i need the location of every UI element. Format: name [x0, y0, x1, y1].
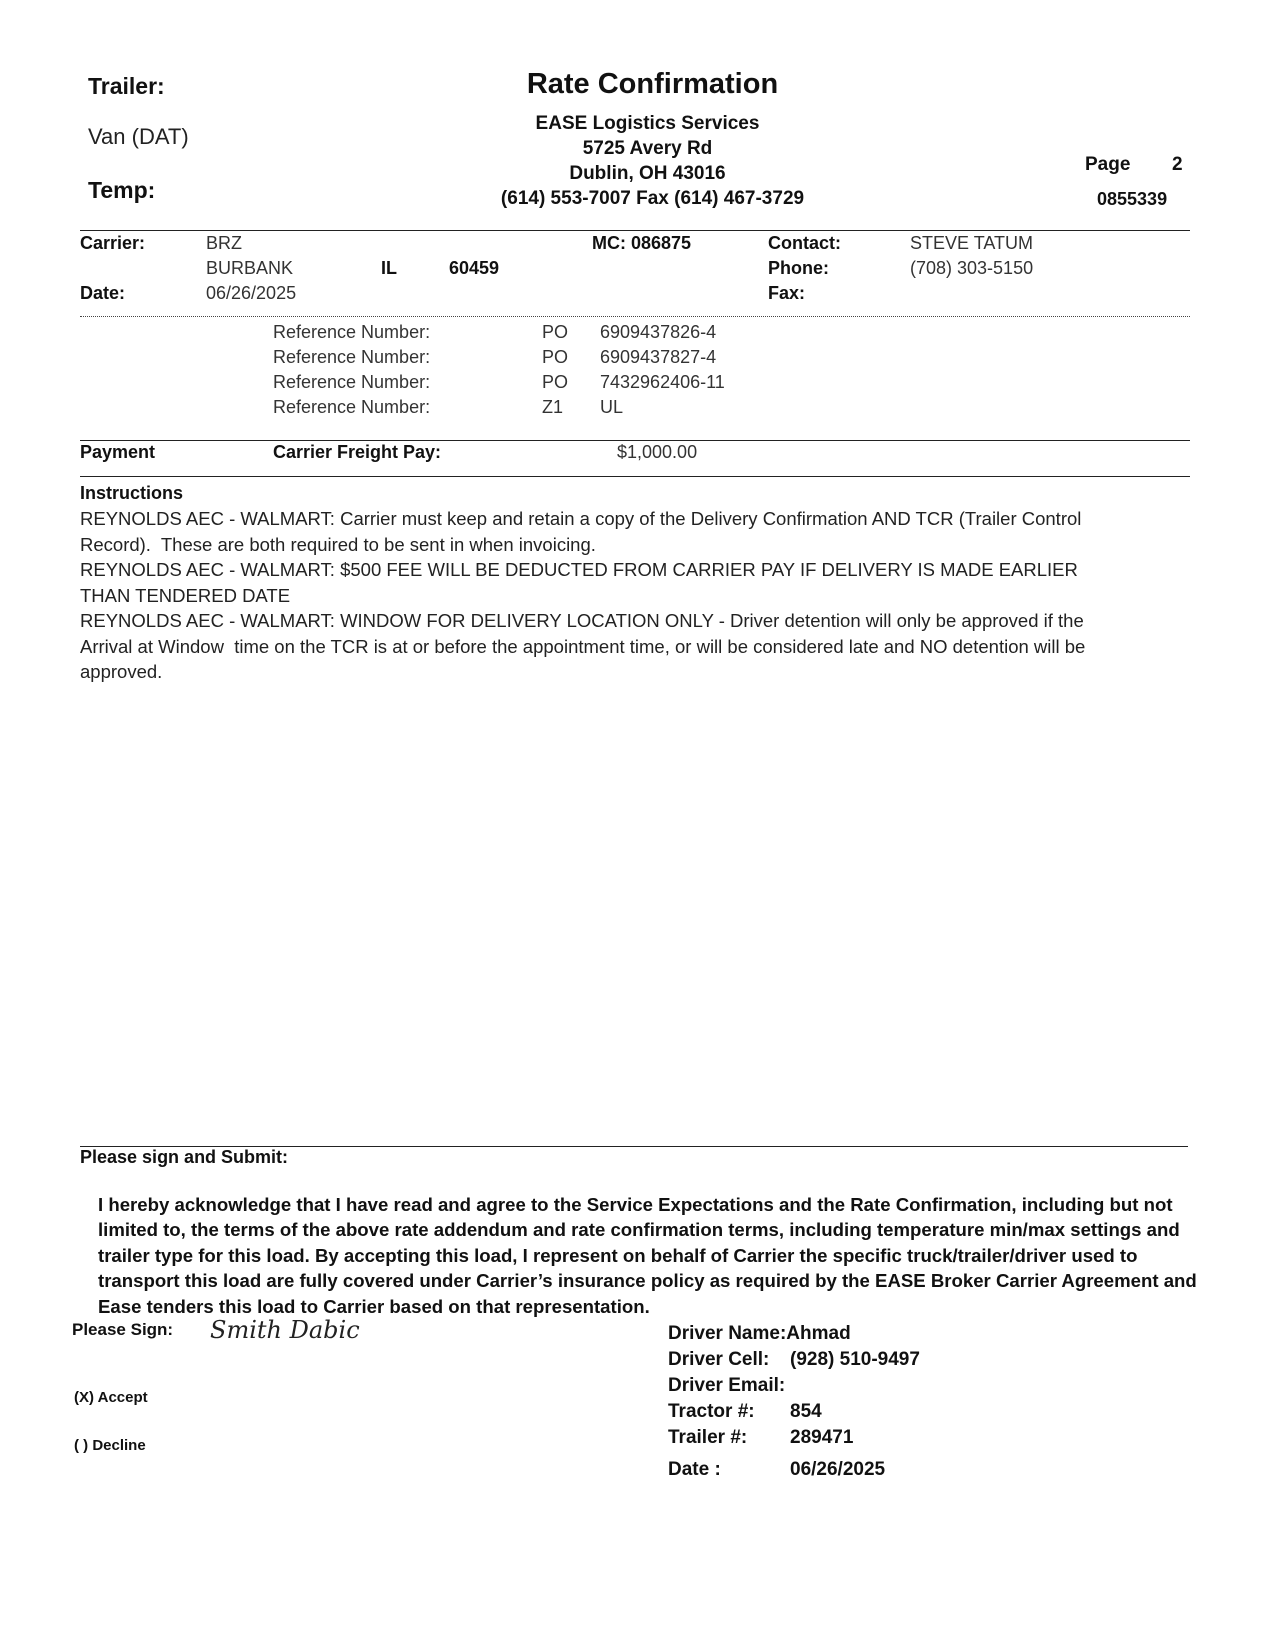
trailer-label: Trailer: [88, 73, 165, 99]
freight-pay-label: Carrier Freight Pay: [273, 442, 442, 462]
carrier-zip: 60459 [449, 258, 500, 278]
header-divider [80, 230, 1190, 231]
reference-type: PO [542, 372, 569, 392]
freight-pay-amount: $1,000.00 [617, 442, 698, 462]
company-phone-fax: (614) 553-7007 Fax (614) 467-3729 [500, 188, 805, 209]
instruction-line: REYNOLDS AEC - WALMART: Carrier must keep and retain a copy of the Delivery Confirmation AND TCR (Trailer Control Record). These are both required to be sent in when invoicing. [80, 508, 1087, 555]
reference-type: PO [542, 347, 569, 367]
tractor-number: 854 [790, 1401, 822, 1422]
company-address: 5725 Avery Rd [582, 138, 713, 159]
sign-date-label: Date : [668, 1459, 721, 1480]
accept-option[interactable]: (X) Accept [74, 1389, 148, 1406]
trailer-value: Van (DAT) [88, 124, 189, 149]
reference-value: 7432962406-11 [600, 372, 725, 392]
driver-cell: (928) 510-9497 [790, 1349, 920, 1370]
date-label: Date: [80, 283, 126, 303]
carrier-name: BRZ [206, 233, 242, 253]
fax-label: Fax: [768, 283, 806, 303]
company-name: EASE Logistics Services [535, 113, 760, 134]
driver-name-row [668, 1323, 851, 1345]
page-title: Rate Confirmation [526, 68, 779, 100]
payment-bottom-divider [80, 476, 1190, 477]
carrier-label: Carrier: [80, 233, 146, 253]
carrier-divider [80, 316, 1190, 317]
decline-option[interactable]: ( ) Decline [74, 1437, 146, 1454]
contact-phone: (708) 303-5150 [910, 258, 1034, 278]
acknowledgement-text: I hereby acknowledge that I have read and agree to the Service Expectations and the Rate Confirmation, including but not limited to, the terms of the above rate addendum and rate confirmation terms, including temperature min/max settings and trailer type for this load. By accepting this load, I represent on behalf of Carrier the specific truck/trailer/driver used to transport this load are fully covered under Carrier’s insurance policy as required by the EASE Broker Carrier Agreement and Ease tenders this load to Carrier based on that representation. [98, 1194, 1197, 1317]
contact-label: Contact: [768, 233, 841, 253]
sign-date: 06/26/2025 [790, 1459, 886, 1480]
contact-name: STEVE TATUM [910, 233, 1034, 253]
payment-top-divider [80, 440, 1190, 441]
load-number: 0855339 [1097, 189, 1168, 209]
reference-type: Z1 [542, 397, 564, 417]
driver-name: Ahmad [786, 1323, 851, 1344]
page-number: 2 [1172, 154, 1183, 175]
trailer-number-label: Trailer #: [668, 1427, 748, 1448]
reference-value: 6909437827-4 [600, 347, 717, 367]
carrier-date: 06/26/2025 [206, 283, 297, 303]
payment-label: Payment [80, 442, 156, 462]
instructions-title: Instructions [80, 483, 184, 503]
phone-label: Phone: [768, 258, 829, 278]
tractor-label: Tractor #: [668, 1401, 755, 1422]
carrier-state: IL [381, 258, 397, 278]
reference-label: Reference Number: [273, 397, 431, 417]
signature: Smith Dabic [210, 1316, 360, 1344]
instruction-line: REYNOLDS AEC - WALMART: WINDOW FOR DELIVERY LOCATION ONLY - Driver detention will only be approved if the Arrival at Window time on the TCR is at or before the appointment time, or will be considered late and NO detention will be approved. [80, 610, 1094, 682]
sign-submit-title: Please sign and Submit: [80, 1147, 289, 1167]
driver-email-label: Driver Email: [668, 1375, 786, 1396]
reference-label: Reference Number: [273, 372, 431, 392]
reference-label: Reference Number: [273, 322, 431, 342]
please-sign-label: Please Sign: [72, 1320, 174, 1339]
driver-cell-label: Driver Cell: [668, 1349, 770, 1370]
temp-label: Temp: [88, 177, 156, 203]
page-label: Page [1085, 154, 1131, 175]
carrier-city: BURBANK [206, 258, 294, 278]
company-city: Dublin, OH 43016 [569, 163, 726, 184]
instructions-body [80, 506, 1120, 685]
trailer-number: 289471 [790, 1427, 854, 1448]
reference-value: 6909437826-4 [600, 322, 717, 342]
reference-type: PO [542, 322, 569, 342]
reference-value: UL [600, 397, 624, 417]
instruction-line: REYNOLDS AEC - WALMART: $500 FEE WILL BE DEDUCTED FROM CARRIER PAY IF DELIVERY IS MADE EARLIER THAN TENDERED DATE [80, 559, 1083, 606]
driver-name-label: Driver Name: [668, 1323, 787, 1344]
carrier-mc: MC: 086875 [592, 233, 692, 253]
reference-label: Reference Number: [273, 347, 431, 367]
